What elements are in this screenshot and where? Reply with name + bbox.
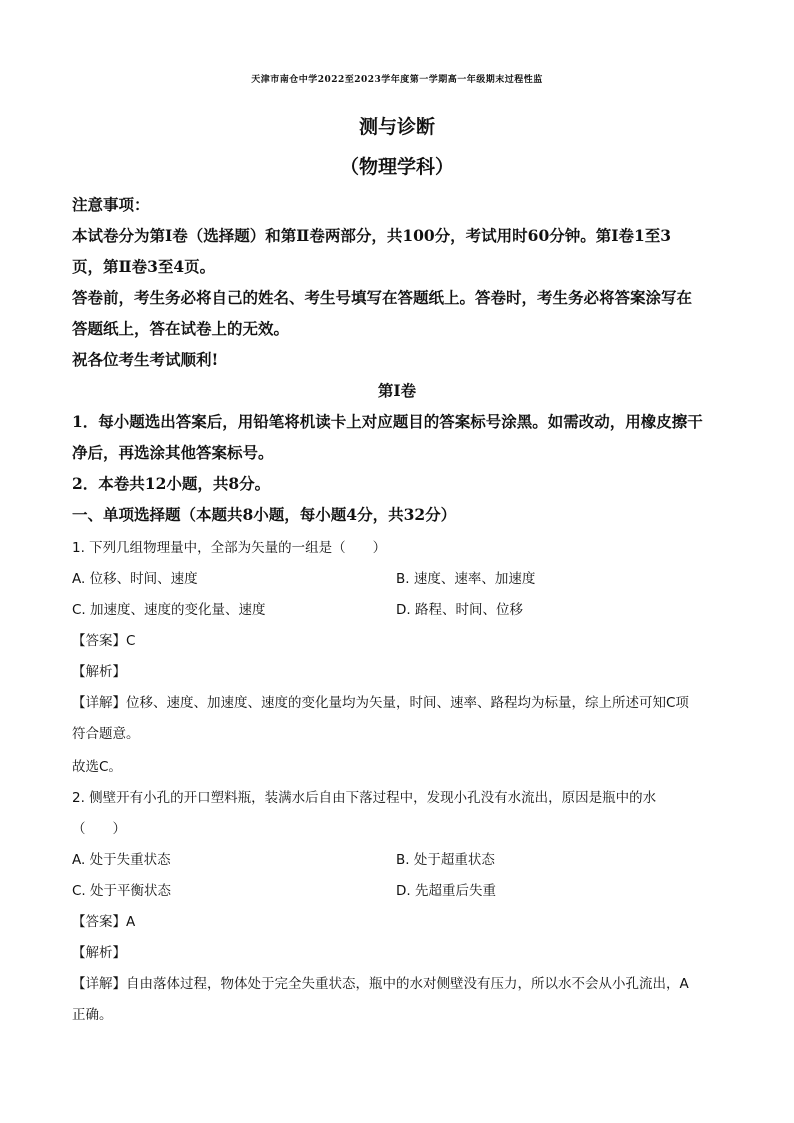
q2-option-d: D. 先超重后失重 xyxy=(396,883,496,899)
notice-heading: 注意事项： xyxy=(72,195,150,214)
q2-option-c: C. 处于平衡状态 xyxy=(72,883,172,899)
q1-analysis: 【解析】 xyxy=(72,664,126,680)
q1-option-b: B. 速度、速率、加速度 xyxy=(396,571,536,587)
q2-detail-line-2: 正确。 xyxy=(72,1007,113,1023)
q1-detail-line-1: 【详解】位移、速度、加速度、速度的变化量均为矢量，时间、速率、路程均为标量，综上所述可知C项 xyxy=(72,695,689,711)
rule-2: 2．本卷共12小题，共8分。 xyxy=(72,474,271,493)
q1-option-d: D. 路程、时间、位移 xyxy=(396,602,523,618)
q2-option-a: A. 处于失重状态 xyxy=(72,852,171,868)
exam-subject: （物理学科） xyxy=(339,156,454,178)
q2-detail-line-1: 【详解】自由落体过程，物体处于完全失重状态，瓶中的水对侧壁没有压力，所以水不会从小孔流出，A xyxy=(72,976,689,992)
notice-line-1: 本试卷分为第Ⅰ卷（选择题）和第Ⅱ卷两部分，共100分，考试用时60分钟。第Ⅰ卷1至3 xyxy=(72,226,672,245)
q1-conclusion: 故选C。 xyxy=(72,759,122,775)
q1-option-c: C. 加速度、速度的变化量、速度 xyxy=(72,602,266,618)
rule-1-line-1: 1．每小题选出答案后，用铅笔将机读卡上对应题目的答案标号涂黑。如需改动，用橡皮擦干 xyxy=(72,412,703,431)
q2-answer: 【答案】A xyxy=(72,914,136,930)
exam-title-line1: 天津市南仓中学2022至2023学年度第一学期高一年级期末过程性监 xyxy=(251,75,543,85)
q1-answer: 【答案】C xyxy=(72,633,136,649)
notice-line-2: 页，第Ⅱ卷3至4页。 xyxy=(72,257,216,276)
notice-line-3: 答卷前，考生务必将自己的姓名、考生号填写在答题纸上。答卷时，考生务必将答案涂写在 xyxy=(72,288,693,307)
q1-stem: 1. 下列几组物理量中，全部为矢量的一组是（ ） xyxy=(72,540,387,556)
q2-stem-line-2: （ ） xyxy=(72,821,126,837)
q2-option-b: B. 处于超重状态 xyxy=(396,852,495,868)
volume-heading: 第Ⅰ卷 xyxy=(377,381,417,400)
notice-line-4: 答题纸上，答在试卷上的无效。 xyxy=(72,319,290,338)
q1-detail-line-2: 符合题意。 xyxy=(72,726,140,742)
part-heading: 一、单项选择题（本题共8小题，每小题4分，共32分） xyxy=(72,505,457,524)
q1-option-a: A. 位移、时间、速度 xyxy=(72,571,198,587)
exam-title-line2: 测与诊断 xyxy=(358,116,435,138)
q2-analysis: 【解析】 xyxy=(72,945,126,961)
rule-1-line-2: 净后，再选涂其他答案标号。 xyxy=(72,443,274,462)
q2-stem-line-1: 2. 侧壁开有小孔的开口塑料瓶，装满水后自由下落过程中，发现小孔没有水流出，原因是瓶中的水 xyxy=(72,790,657,806)
notice-line-5: 祝各位考生考试顺利! xyxy=(72,350,219,369)
